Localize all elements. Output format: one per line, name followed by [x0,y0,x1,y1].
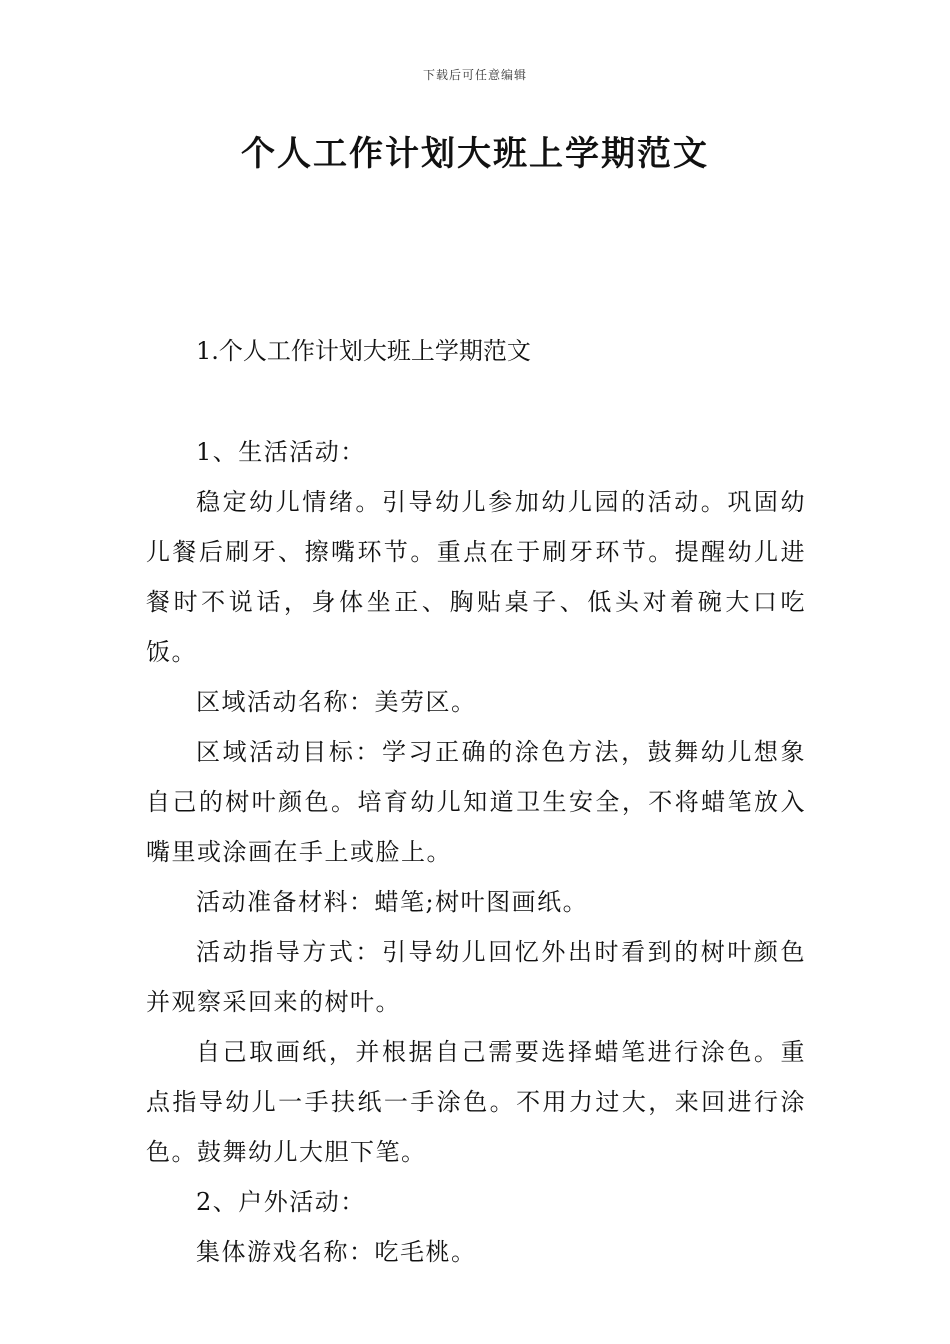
paragraph: 活动准备材料：蜡笔;树叶图画纸。 [196,888,589,916]
header-note: 下载后可任意编辑 [422,68,527,82]
page-title: 个人工作计划大班上学期范文 [241,134,709,174]
paragraph: 自己取画纸，并根据自己需要选择蜡笔进行涂色。重点指导幼儿一手扶纸一手涂色。不用力过大，来回进行涂色。鼓舞幼儿大胆下笔。 [146,1038,806,1166]
section-heading: 1.个人工作计划大班上学期范文 [196,337,531,365]
paragraph: 活动指导方式：引导幼儿回忆外出时看到的树叶颜色并观察采回来的树叶。 [146,938,806,1016]
paragraph: 区域活动名称：美劳区。 [196,688,477,716]
paragraph: 稳定幼儿情绪。引导幼儿参加幼儿园的活动。巩固幼儿餐后刷牙、擦嘴环节。重点在于刷牙环节。提醒幼儿进餐时不说话，身体坐正、胸贴桌子、低头对着碗大口吃饭。 [146,488,806,666]
subheading-life-activities: 1、生活活动： [196,438,366,466]
document-body [146,427,806,1277]
paragraph: 集体游戏名称：吃毛桃。 [196,1238,477,1266]
subheading-outdoor-activities: 2、户外活动： [196,1188,366,1216]
paragraph: 区域活动目标：学习正确的涂色方法，鼓舞幼儿想象自己的树叶颜色。培育幼儿知道卫生安全，不将蜡笔放入嘴里或涂画在手上或脸上。 [146,738,806,866]
